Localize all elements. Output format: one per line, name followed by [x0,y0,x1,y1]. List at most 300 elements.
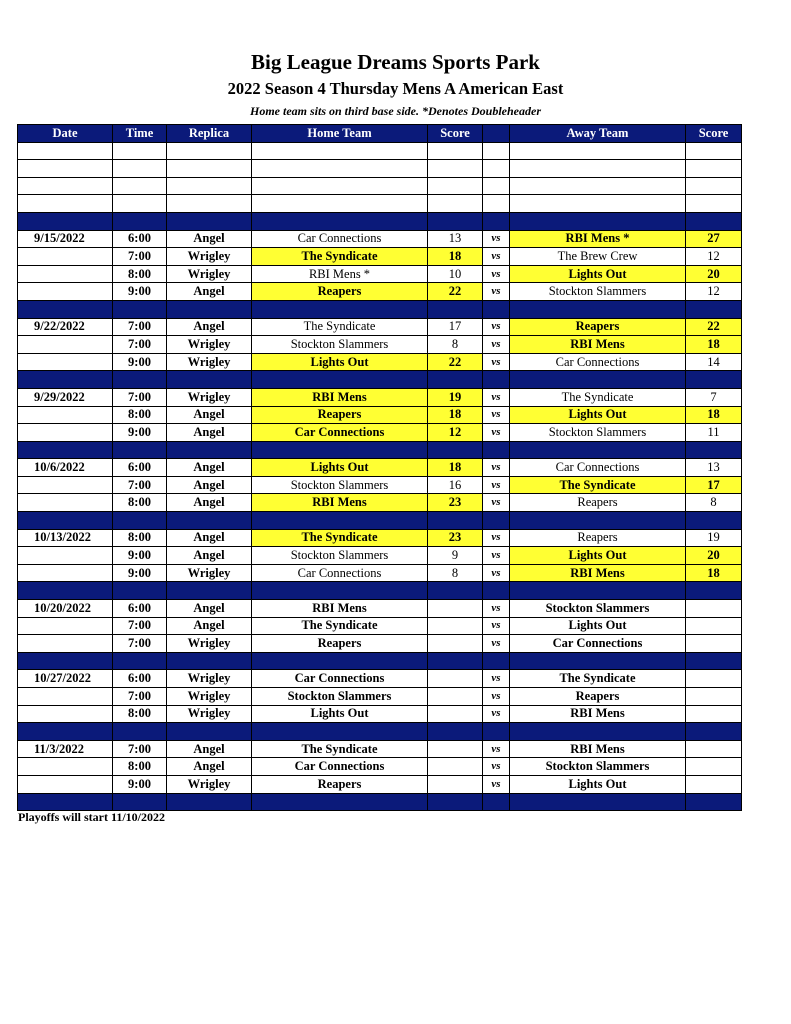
week-separator [18,371,742,389]
game-time: 8:00 [113,705,167,723]
game-time: 7:00 [113,248,167,266]
vs-label: vs [483,424,510,442]
game-row [18,688,742,706]
vs-label: vs [483,388,510,406]
game-date [18,353,113,371]
home-team: Car Connections [252,670,428,688]
game-row [18,424,742,442]
game-row [18,775,742,793]
home-score [428,758,483,776]
home-team: Car Connections [252,424,428,442]
blank-cell [167,195,252,213]
week-separator [18,441,742,459]
blank-row [18,160,742,178]
home-team: The Syndicate [252,318,428,336]
game-date [18,336,113,354]
away-team: Car Connections [510,635,686,653]
game-date [18,248,113,266]
blank-cell [113,177,167,195]
game-row [18,336,742,354]
vs-label: vs [483,476,510,494]
vs-label: vs [483,529,510,547]
vs-label: vs [483,617,510,635]
separator-cell [686,371,742,389]
vs-label: vs [483,248,510,266]
separator-cell [167,582,252,600]
blank-cell [18,195,113,213]
game-time: 6:00 [113,459,167,477]
away-team: The Syndicate [510,670,686,688]
separator-cell [252,652,428,670]
away-team: Car Connections [510,459,686,477]
game-date [18,775,113,793]
separator-cell [510,512,686,530]
separator-cell [113,512,167,530]
game-field: Angel [167,740,252,758]
game-field: Wrigley [167,336,252,354]
away-team: Lights Out [510,547,686,565]
separator-cell [18,793,113,811]
page-subtitle: 2022 Season 4 Thursday Mens A American East [227,79,564,98]
separator-cell [167,793,252,811]
separator-cell [686,441,742,459]
game-row [18,230,742,248]
home-team: Lights Out [252,459,428,477]
separator-cell [18,212,113,230]
separator-cell [252,212,428,230]
col-header-away-team: Away Team [510,125,686,143]
home-score: 19 [428,388,483,406]
home-team: The Syndicate [252,740,428,758]
game-field: Wrigley [167,670,252,688]
separator-cell [686,300,742,318]
separator-cell [18,652,113,670]
blank-cell [686,177,742,195]
home-team: Car Connections [252,758,428,776]
vs-label: vs [483,547,510,565]
blank-cell [252,160,428,178]
separator-cell [113,793,167,811]
game-date [18,283,113,301]
home-score: 23 [428,494,483,512]
away-score: 12 [686,283,742,301]
away-score: 27 [686,230,742,248]
away-team: Lights Out [510,775,686,793]
separator-cell [113,652,167,670]
away-team: Car Connections [510,353,686,371]
col-header-replica: Replica [167,125,252,143]
game-field: Angel [167,283,252,301]
separator-cell [510,371,686,389]
separator-cell [18,723,113,741]
home-team: Car Connections [252,564,428,582]
game-field: Wrigley [167,388,252,406]
separator-cell [510,652,686,670]
blank-cell [483,177,510,195]
game-field: Angel [167,406,252,424]
separator-cell [510,582,686,600]
game-field: Wrigley [167,353,252,371]
blank-cell [113,160,167,178]
home-score: 8 [428,564,483,582]
game-row [18,600,742,618]
blank-cell [483,160,510,178]
away-team: Lights Out [510,265,686,283]
game-time: 7:00 [113,388,167,406]
away-team: RBI Mens [510,564,686,582]
home-team: Stockton Slammers [252,688,428,706]
away-team: Reapers [510,494,686,512]
away-score: 7 [686,388,742,406]
home-team: Reapers [252,635,428,653]
week-separator [18,300,742,318]
game-time: 9:00 [113,283,167,301]
vs-label: vs [483,230,510,248]
home-team: Lights Out [252,353,428,371]
separator-cell [483,441,510,459]
game-date [18,476,113,494]
away-team: The Syndicate [510,476,686,494]
away-team: Reapers [510,529,686,547]
game-field: Angel [167,476,252,494]
home-score [428,705,483,723]
week-separator [18,512,742,530]
col-header-time: Time [113,125,167,143]
blank-cell [167,142,252,160]
away-team: Lights Out [510,617,686,635]
separator-cell [18,582,113,600]
away-score [686,688,742,706]
home-score [428,617,483,635]
game-row [18,740,742,758]
home-score [428,688,483,706]
home-team: RBI Mens [252,494,428,512]
game-row [18,635,742,653]
game-date [18,635,113,653]
away-team: Reapers [510,688,686,706]
away-team: The Brew Crew [510,248,686,266]
separator-cell [428,212,483,230]
home-score: 22 [428,283,483,301]
home-score: 8 [428,336,483,354]
blank-cell [252,142,428,160]
home-team: RBI Mens [252,388,428,406]
home-score: 17 [428,318,483,336]
game-row [18,564,742,582]
game-time: 7:00 [113,476,167,494]
week-separator [18,652,742,670]
away-team: The Syndicate [510,388,686,406]
game-field: Angel [167,600,252,618]
separator-cell [686,723,742,741]
separator-cell [686,652,742,670]
col-header-home-team: Home Team [252,125,428,143]
game-row [18,406,742,424]
schedule-table [17,124,742,811]
separator-cell [428,371,483,389]
away-score: 11 [686,424,742,442]
separator-cell [113,212,167,230]
away-score [686,670,742,688]
game-row [18,388,742,406]
game-row [18,705,742,723]
week-separator [18,212,742,230]
game-field: Angel [167,617,252,635]
game-date: 10/13/2022 [18,529,113,547]
game-date [18,564,113,582]
blank-cell [252,177,428,195]
vs-label: vs [483,318,510,336]
vs-label: vs [483,494,510,512]
game-date: 9/29/2022 [18,388,113,406]
blank-cell [686,195,742,213]
home-team: Stockton Slammers [252,547,428,565]
away-team: Reapers [510,318,686,336]
vs-label: vs [483,406,510,424]
game-date [18,406,113,424]
game-date: 11/3/2022 [18,740,113,758]
game-field: Wrigley [167,265,252,283]
blank-cell [18,177,113,195]
separator-cell [428,793,483,811]
game-time: 8:00 [113,406,167,424]
game-field: Angel [167,424,252,442]
separator-cell [252,300,428,318]
away-team: RBI Mens [510,336,686,354]
away-score [686,775,742,793]
game-date [18,494,113,512]
away-team: RBI Mens [510,740,686,758]
separator-cell [686,793,742,811]
blank-cell [483,142,510,160]
blank-cell [113,142,167,160]
home-score: 23 [428,529,483,547]
away-score [686,705,742,723]
game-row [18,494,742,512]
header-note: Home team sits on third base side. *Denotes Doubleheader [250,104,541,118]
separator-cell [428,441,483,459]
away-team: Stockton Slammers [510,758,686,776]
separator-cell [483,512,510,530]
blank-cell [428,177,483,195]
away-team: RBI Mens [510,705,686,723]
home-score: 18 [428,459,483,477]
game-field: Wrigley [167,248,252,266]
home-score: 13 [428,230,483,248]
blank-cell [510,195,686,213]
blank-cell [428,142,483,160]
separator-cell [428,300,483,318]
game-row [18,670,742,688]
vs-label: vs [483,265,510,283]
blank-cell [428,195,483,213]
week-separator [18,793,742,811]
separator-cell [510,793,686,811]
vs-label: vs [483,336,510,354]
game-time: 9:00 [113,547,167,565]
away-team: Stockton Slammers [510,424,686,442]
game-time: 7:00 [113,318,167,336]
game-time: 9:00 [113,775,167,793]
home-score [428,775,483,793]
separator-cell [428,512,483,530]
home-team: Stockton Slammers [252,336,428,354]
blank-cell [18,142,113,160]
game-row [18,318,742,336]
game-time: 9:00 [113,424,167,442]
separator-cell [18,512,113,530]
game-time: 7:00 [113,635,167,653]
home-score [428,635,483,653]
separator-cell [252,793,428,811]
home-team: Reapers [252,283,428,301]
vs-label: vs [483,353,510,371]
home-team: The Syndicate [252,248,428,266]
separator-cell [483,212,510,230]
vs-label: vs [483,459,510,477]
vs-label: vs [483,705,510,723]
game-row [18,476,742,494]
home-team: Lights Out [252,705,428,723]
away-score [686,758,742,776]
away-score: 18 [686,336,742,354]
game-time: 7:00 [113,336,167,354]
game-time: 8:00 [113,265,167,283]
game-row [18,529,742,547]
blank-cell [113,195,167,213]
separator-cell [686,212,742,230]
separator-cell [483,371,510,389]
schedule-body [18,142,742,811]
home-team: Reapers [252,775,428,793]
blank-cell [252,195,428,213]
separator-cell [510,300,686,318]
game-date: 10/6/2022 [18,459,113,477]
away-score [686,635,742,653]
separator-cell [686,512,742,530]
away-score [686,617,742,635]
home-score: 18 [428,406,483,424]
away-score: 18 [686,406,742,424]
home-team: RBI Mens [252,600,428,618]
home-team: RBI Mens * [252,265,428,283]
game-field: Angel [167,318,252,336]
away-team: Lights Out [510,406,686,424]
game-field: Angel [167,459,252,477]
away-team: Stockton Slammers [510,283,686,301]
game-date: 10/27/2022 [18,670,113,688]
separator-cell [252,582,428,600]
home-score: 12 [428,424,483,442]
separator-cell [510,723,686,741]
separator-cell [483,793,510,811]
game-time: 6:00 [113,600,167,618]
separator-cell [252,723,428,741]
separator-cell [113,582,167,600]
game-time: 9:00 [113,353,167,371]
separator-cell [18,300,113,318]
game-time: 8:00 [113,494,167,512]
separator-cell [18,441,113,459]
away-team: Stockton Slammers [510,600,686,618]
blank-cell [18,160,113,178]
game-row [18,248,742,266]
away-team: RBI Mens * [510,230,686,248]
page-title: Big League Dreams Sports Park [251,50,540,74]
blank-cell [686,160,742,178]
home-team: The Syndicate [252,529,428,547]
separator-cell [167,371,252,389]
game-date [18,688,113,706]
separator-cell [167,300,252,318]
game-field: Wrigley [167,705,252,723]
separator-cell [483,723,510,741]
game-field: Angel [167,494,252,512]
separator-cell [113,300,167,318]
separator-cell [18,371,113,389]
game-date: 10/20/2022 [18,600,113,618]
separator-cell [113,441,167,459]
game-field: Wrigley [167,564,252,582]
game-field: Angel [167,758,252,776]
vs-label: vs [483,564,510,582]
vs-label: vs [483,688,510,706]
blank-row [18,142,742,160]
away-score: 20 [686,265,742,283]
footer-note: Playoffs will start 11/10/2022 [18,810,165,824]
game-date [18,705,113,723]
home-team: Stockton Slammers [252,476,428,494]
game-field: Wrigley [167,775,252,793]
separator-cell [510,441,686,459]
vs-label: vs [483,775,510,793]
week-separator [18,582,742,600]
away-score [686,740,742,758]
separator-cell [167,212,252,230]
home-team: The Syndicate [252,617,428,635]
vs-label: vs [483,635,510,653]
col-header-date: Date [18,125,113,143]
vs-label: vs [483,740,510,758]
away-score: 18 [686,564,742,582]
home-score: 10 [428,265,483,283]
blank-cell [428,160,483,178]
blank-cell [483,195,510,213]
home-score: 16 [428,476,483,494]
game-time: 7:00 [113,740,167,758]
separator-cell [686,582,742,600]
blank-cell [510,160,686,178]
game-row [18,758,742,776]
separator-cell [252,371,428,389]
separator-cell [252,441,428,459]
home-score: 9 [428,547,483,565]
blank-cell [167,177,252,195]
game-time: 9:00 [113,564,167,582]
col-header-away-score: Score [686,125,742,143]
home-score [428,600,483,618]
game-row [18,265,742,283]
game-field: Angel [167,529,252,547]
game-time: 8:00 [113,529,167,547]
separator-cell [483,582,510,600]
blank-cell [686,142,742,160]
game-field: Wrigley [167,635,252,653]
blank-row [18,195,742,213]
game-date [18,547,113,565]
game-time: 8:00 [113,758,167,776]
separator-cell [428,652,483,670]
